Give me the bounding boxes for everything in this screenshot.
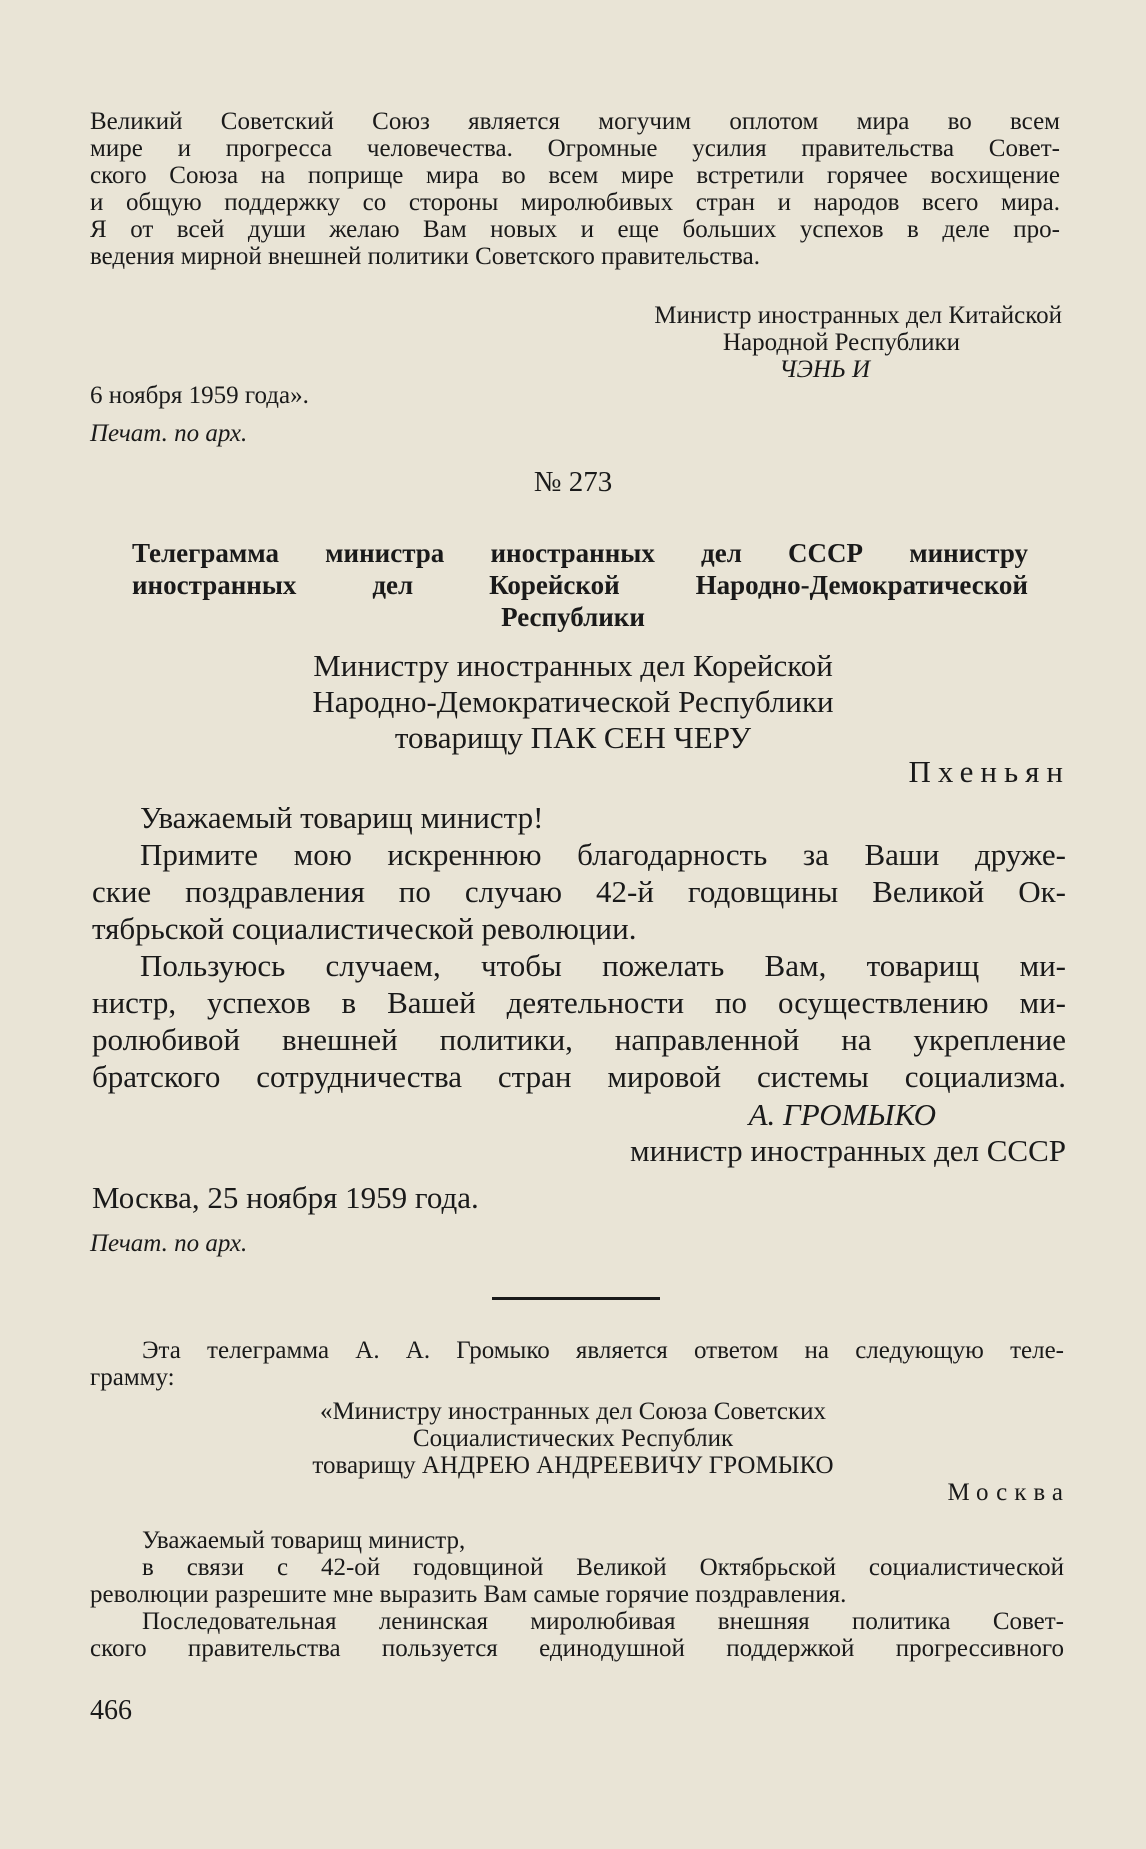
addressee-line-3: товарищу ПАК СЕН ЧЕРУ [394, 720, 752, 755]
footnote-destination: Москва [947, 1479, 1070, 1506]
preceding-letter-line-5: Я от всей души желаю Вам новых и еще больших успехов в деле про- [90, 216, 1060, 243]
telegram-line-2: ские поздравления по случаю 42-й годовщины Великой Ок- [92, 874, 1066, 909]
preceding-letter-line-1: Великий Советский Союз является могучим оплотом мира во всем [90, 108, 1060, 135]
salutation: Уважаемый товарищ министр! [140, 800, 544, 835]
footnote-salutation: Уважаемый товарищ министр, [142, 1527, 466, 1554]
document-title-line-2: иностранных дел Корейской Народно-Демократической [132, 570, 1028, 600]
telegram-line-3: тябрьской социалистической революции. [92, 911, 637, 946]
document-title-line-1: Телеграмма министра иностранных дел СССР министру [132, 538, 1028, 568]
preceding-letter-line-4: и общую поддержку со стороны миролюбивых стран и народов всего мира. [90, 189, 1060, 216]
footnote-body-line-3: Последовательная ленинская миролюбивая внешняя политика Совет- [142, 1608, 1064, 1635]
telegram-line-5: нистр, успехов в Вашей деятельности по осуществлению ми- [92, 985, 1066, 1020]
destination-city: Пхеньян [908, 754, 1070, 789]
telegram-line-6: ролюбивой внешней политики, направленной на укрепление [92, 1022, 1066, 1057]
telegram-line-4: Пользуюсь случаем, чтобы пожелать Вам, товарищ ми- [140, 948, 1066, 983]
addressee-line-2: Народно-Демократической Республики [312, 684, 834, 719]
preceding-letter-date: 6 ноября 1959 года». [90, 382, 309, 409]
preceding-letter-line-6: ведения мирной внешней политики Советского правительства. [90, 243, 760, 270]
preceding-letter-line-3: ского Союза на поприще мира во всем мире встретили горячее восхищение [90, 162, 1060, 189]
addressee-line-1: Министру иностранных дел Корейской [313, 648, 833, 683]
footnote-intro-line-1: Эта телеграмма А. А. Громыко является ответом на следующую теле- [142, 1337, 1064, 1364]
footnote-addressee-3: товарищу АНДРЕЮ АНДРЕЕВИЧУ ГРОМЫКО [312, 1452, 834, 1479]
telegram-line-1: Примите мою искреннюю благодарность за Ваши друже- [140, 837, 1066, 872]
chen-yi-signature: ЧЭНЬ И [779, 356, 870, 383]
gromyko-title: министр иностранных дел СССР [630, 1133, 1066, 1168]
footnote-body-line-1: в связи с 42-ой годовщиной Великой Октябрьской социалистической [142, 1554, 1064, 1581]
footnote-body-line-2: революции разрешите мне выразить Вам самые горячие поздравления. [90, 1581, 847, 1608]
chen-yi-title-1: Министр иностранных дел Китайской [654, 302, 1062, 329]
telegram-line-7: братского сотрудничества стран мировой системы социализма. [92, 1059, 1066, 1094]
footnote-body-line-4: ского правительства пользуется единодушной поддержкой прогрессивного [90, 1635, 1064, 1662]
document-title-line-3: Республики [501, 602, 645, 632]
document-source-note: Печат. по арх. [90, 1230, 248, 1257]
footnote-addressee-2: Социалистических Республик [412, 1425, 734, 1452]
footnote-addressee-1: «Министру иностранных дел Союза Советских [319, 1398, 827, 1425]
footnote-divider [492, 1297, 660, 1300]
page-number: 466 [90, 1695, 132, 1726]
footnote-intro-line-2: грамму: [90, 1364, 175, 1391]
gromyko-signature: А. ГРОМЫКО [748, 1097, 936, 1132]
document-number: № 273 [533, 466, 613, 498]
preceding-source-note: Печат. по арх. [90, 420, 248, 447]
telegram-date: Москва, 25 ноября 1959 года. [92, 1180, 479, 1215]
preceding-letter-line-2: мире и прогресса человечества. Огромные усилия правительства Совет- [90, 135, 1060, 162]
chen-yi-title-2: Народной Республики [722, 329, 960, 356]
